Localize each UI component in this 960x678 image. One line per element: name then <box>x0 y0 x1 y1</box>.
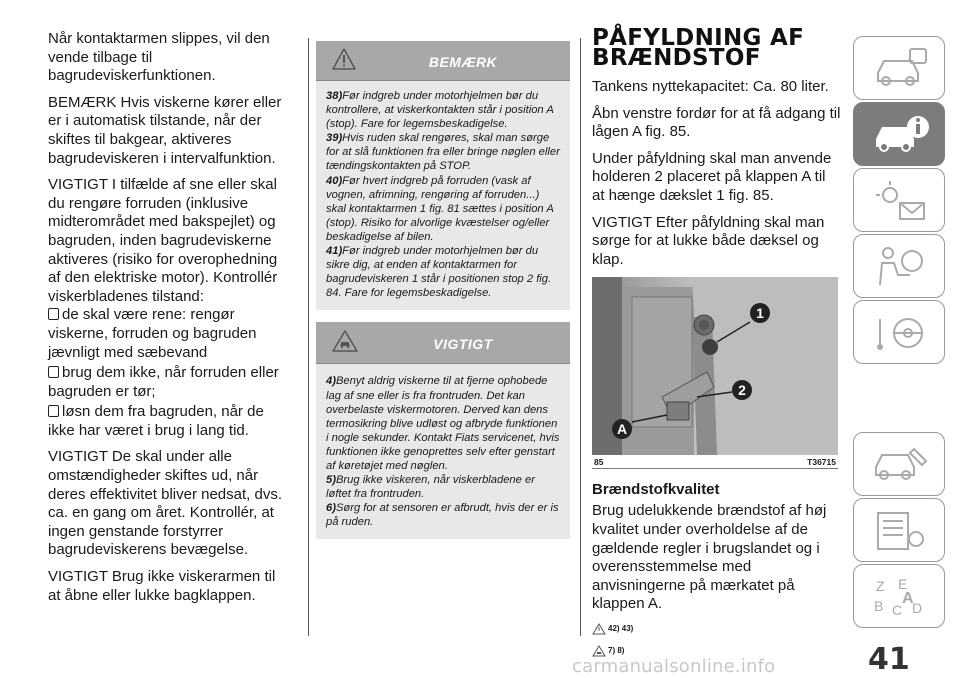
paragraph: Tankens nyttekapacitet: Ca. 80 liter. <box>592 78 829 95</box>
warning-lights-icon <box>870 179 930 223</box>
checkbox-bullet-icon <box>48 308 59 320</box>
figure-number: 85 <box>594 457 604 468</box>
paragraph: Under påfyldning skal man anvende holderen 2 placeret på klappen A til at hænge dækslet 1 fig. 85. <box>592 149 832 204</box>
index-icon <box>870 575 930 619</box>
svg-text:B: B <box>874 598 884 614</box>
important-item: 4)Benyt aldrig viskerne til at fjerne ophobede lag af sne eller is fra frontruden. Det kan overbelaste viskermotoren. Derved kan dens termosikring blive udløst og afbryde funktionen i nogle sekunder. Kontakt Fiats servicenet, hvis funktionen ikke genoprettes selv efter genstart af køretøjet med nøglen. <box>326 375 560 472</box>
paragraph: VIGTIGT I tilfælde af sne eller skal du rengøre forruden (inklusive midterområdet med bakspejlet) og bagruden, inden bagrudeviskerne aktiveres (risiko for overophedning af den elektriske motor). Kontrollér viskerbladenes tilstand: <box>48 176 278 305</box>
important-body <box>316 364 570 539</box>
important-item: 5)Brug ikke viskeren, når viskerbladene er løftet fra frontruden. <box>326 474 535 501</box>
callout-2: 2 <box>738 382 746 399</box>
checkbox-bullet-icon <box>48 405 59 417</box>
tab-maintenance[interactable] <box>853 432 945 496</box>
notice-header <box>316 41 570 81</box>
important-item: 6)Sørg for at sensoren er afbrudt, hvis der er is på ruden. <box>326 502 559 529</box>
paragraph: BEMÆRK Hvis viskerne kører eller er i automatisk tilstande, når der skiftes til bakgear, aktiveres bagrudeviskeren i intervalfunktion. <box>48 93 282 167</box>
warning-triangle-icon <box>592 623 606 635</box>
middle-column <box>316 41 570 539</box>
svg-text:Z: Z <box>876 578 885 594</box>
section-text <box>592 78 842 269</box>
notice-body <box>316 81 570 310</box>
paragraph: VIGTIGT Efter påfyldning skal man sørge for at lukke både dæksel og klap. <box>592 213 825 268</box>
paragraph: Når kontaktarmen slippes, vil den vende tilbage til bagrudeviskerfunktionen. <box>48 30 270 85</box>
bullet-item: brug dem ikke, når forruden eller bagruden er tør; <box>48 364 279 400</box>
notice-title: BEMÆRK <box>428 54 498 70</box>
svg-text:E: E <box>898 576 908 592</box>
tab-dashboard[interactable] <box>853 36 945 100</box>
notice-item: 39)Hvis ruden skal rengøres, skal man sørge for at slå funktionen fra eller bringe nøglen eller tændingskontakten på STOP. <box>326 132 560 173</box>
subsection-heading: Brændstofkvalitet <box>592 481 720 499</box>
column-divider <box>580 38 581 636</box>
callout-a: A <box>616 421 628 438</box>
section-text <box>592 502 842 614</box>
paragraph: VIGTIGT Brug ikke viskerarmen til at åbne eller lukke bagklappen. <box>48 568 276 604</box>
tab-technical-data[interactable] <box>853 498 945 562</box>
tab-vehicle-info[interactable] <box>853 102 945 166</box>
tab-warning-lights[interactable] <box>853 168 945 232</box>
bullet-item: løsn dem fra bagruden, når de ikke har været i brug i lang tid. <box>48 403 264 439</box>
watermark: carmanualsonline.info <box>572 656 776 677</box>
svg-text:A: A <box>902 590 914 607</box>
tab-safety[interactable] <box>853 234 945 298</box>
fuel-flap-figure <box>592 277 838 455</box>
car-dashboard-icon <box>870 47 930 91</box>
notice-item: 41)Før indgreb under motorhjelmen bør du sikre dig, at enden af kontaktarmen for bagrudeviskeren 1 står i positionen stop 2 fig. 84. Fare for legemsbeskadigelse. <box>326 245 552 300</box>
paragraph: Åbn venstre fordør for at få adgang til lågen A fig. 85. <box>592 104 841 141</box>
figure-code: T36715 <box>807 457 836 468</box>
car-info-icon <box>870 113 930 157</box>
right-column <box>592 25 842 662</box>
section-heading: PÅFYLDNING AF BRÆNDSTOF <box>592 25 805 71</box>
warning-reference: 42) 43) <box>592 618 842 640</box>
callout-1: 1 <box>756 305 764 322</box>
paragraph: VIGTIGT De skal under alle omstændigheder skiftes ud, når deres effektivitet bliver nedsat, dvs. ca. en gang om året. Kontrollér, at ingen genstande forstyrrer bagrudeviskerens bevægelse. <box>48 448 283 559</box>
left-column <box>48 30 288 613</box>
important-reference: 7) 8) <box>592 640 842 662</box>
bullet-item: de skal være rene: rengør viskerne, forruden og bagruden jævnligt med sæbevand <box>48 306 257 361</box>
paragraph: Brug udelukkende brændstof af høj kvalitet under overholdelse af de gældende regler i brugslandet og i overensstemmelse med anvisningerne på mærkatet på klappen A. <box>592 502 827 613</box>
column-divider <box>308 38 309 636</box>
figure-caption <box>592 455 838 469</box>
steering-wheel-icon <box>870 311 930 355</box>
notice-item: 38)Før indgreb under motorhjelmen bør du kontrollere, at viskerkontakten står i position A (stop). Fare for legemsbeskadigelse. <box>326 90 554 131</box>
important-title: VIGTIGT <box>433 336 493 353</box>
svg-text:D: D <box>912 600 923 616</box>
fuel-flap-illustration <box>592 277 838 455</box>
svg-text:C: C <box>892 602 903 618</box>
important-header <box>316 322 570 364</box>
notice-item: 40)Før hvert indgreb på forruden (vask af vognen, afrimning, rengøring af forruden...) skal kontaktarmen 1 fig. 81 sættes i position A (stop). Risiko for alvorlige kvæstelser og/eller beskadigelse af bilen. <box>326 174 554 243</box>
tab-starting-driving[interactable] <box>853 300 945 364</box>
airbag-icon <box>870 245 930 289</box>
technical-data-icon <box>870 509 930 553</box>
page-number: 41 <box>868 642 910 677</box>
tab-index[interactable] <box>853 564 945 628</box>
checkbox-bullet-icon <box>48 366 59 378</box>
car-service-icon <box>870 443 930 487</box>
